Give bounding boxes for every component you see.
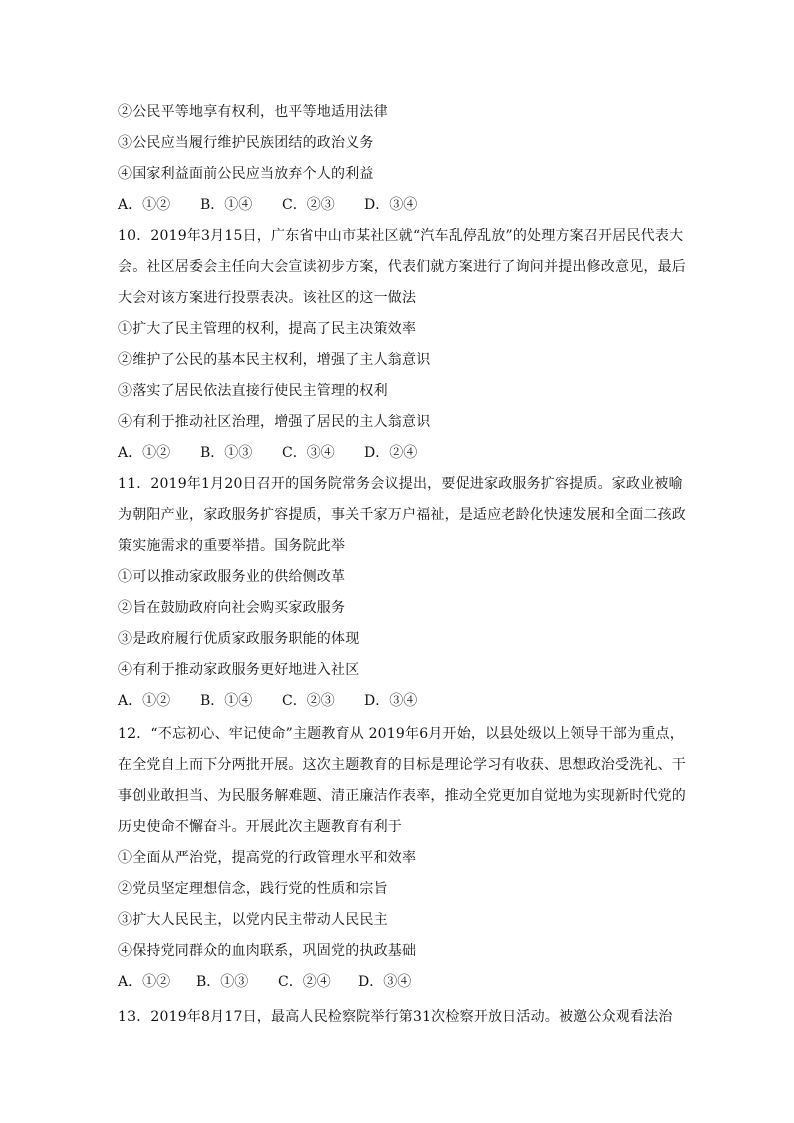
choice-b: B．①④ [200, 197, 253, 213]
option-statement-3: ③公民应当履行维护民族团结的政治义务 [118, 135, 374, 151]
choice-c: C．②③ [282, 693, 335, 709]
choice-b: B．①③ [196, 974, 249, 990]
question-12-stem-line-2: 在全党自上而下分两批开展。这次主题教育的目标是理论学习有收获、思想政治受洗礼、干 [118, 757, 686, 773]
choice-a: A．①② [118, 974, 171, 990]
question-11-stem-line-3: 策实施需求的重要举措。国务院此举 [118, 538, 346, 554]
answer-choices-q10 [118, 443, 446, 463]
answer-choices-q11 [118, 691, 446, 711]
choice-c: C．②③ [282, 197, 335, 213]
option-statement-2: ②维护了公民的基本民主权利，增强了主人翁意识 [118, 352, 431, 368]
question-12-stem-line-4: 历史使命不懈奋斗。开展此次主题教育有利于 [118, 819, 402, 835]
choice-a: A．①② [118, 197, 171, 213]
question-11-stem-line-2: 为朝阳产业，家政服务扩容提质，事关千家万户福祉，是适应老龄化快速发展和全面二孩政 [118, 507, 686, 523]
choice-d: D．③④ [358, 974, 412, 990]
answer-choices-q9 [118, 195, 446, 215]
choice-a: A．①② [118, 693, 171, 709]
choice-d: D．③④ [364, 197, 418, 213]
option-statement-2: ②旨在鼓励政府向社会购买家政服务 [118, 600, 346, 616]
choice-a: A．①② [118, 445, 171, 461]
option-statement-1: ①可以推动家政服务业的供给侧改革 [118, 569, 346, 585]
option-statement-4: ④有利于推动社区治理，增强了居民的主人翁意识 [118, 414, 431, 430]
choice-b: B．①④ [200, 693, 253, 709]
option-statement-2: ②公民平等地享有权利，也平等地适用法律 [118, 104, 388, 120]
choice-d: D．③④ [364, 693, 418, 709]
question-10-stem-line-2: 会。社区居委会主任向大会宣读初步方案，代表们就方案进行了询问并提出修改意见，最后 [118, 259, 686, 275]
question-12-stem-line-1: 12．“不忘初心、牢记使命”主题教育从 2019年6月开始，以县处级以上领导干部为重点， [118, 726, 684, 742]
answer-choices-q12 [118, 972, 440, 992]
option-statement-2: ②党员坚定理想信念，践行党的性质和宗旨 [118, 881, 388, 897]
choice-d: D．②④ [364, 445, 418, 461]
choice-c: C．②④ [278, 974, 331, 990]
option-statement-3: ③扩大人民民主，以党内民主带动人民民主 [118, 912, 388, 928]
option-statement-4: ④国家利益面前公民应当放弃个人的利益 [118, 166, 374, 182]
question-11-stem-line-1: 11．2019年1月20日召开的国务院常务会议提出，要促进家政服务扩容提质。家政业被喻 [118, 476, 683, 492]
choice-b: B．①③ [200, 445, 253, 461]
option-statement-4: ④保持党同群众的血肉联系，巩固党的执政基础 [118, 943, 417, 959]
question-10-stem-line-1: 10．2019年3月15日，广东省中山市某社区就“汽车乱停乱放”的处理方案召开居民代表大 [118, 228, 684, 244]
option-statement-1: ①全面从严治党，提高党的行政管理水平和效率 [118, 850, 417, 866]
option-statement-3: ③落实了居民依法直接行使民主管理的权利 [118, 383, 388, 399]
question-13-stem-line-1: 13．2019年8月17日，最高人民检察院举行第31次检察开放日活动。被邀公众观看法治 [118, 1009, 673, 1025]
choice-c: C．③④ [282, 445, 335, 461]
option-statement-3: ③是政府履行优质家政服务职能的体现 [118, 631, 360, 647]
option-statement-1: ①扩大了民主管理的权利，提高了民主决策效率 [118, 321, 417, 337]
option-statement-4: ④有利于推动家政服务更好地进入社区 [118, 662, 360, 678]
question-12-stem-line-3: 事创业敢担当、为民服务解难题、清正廉洁作表率，推动全党更加自觉地为实现新时代党的 [118, 788, 686, 804]
question-10-stem-line-3: 大会对该方案进行投票表决。该社区的这一做法 [118, 290, 417, 306]
